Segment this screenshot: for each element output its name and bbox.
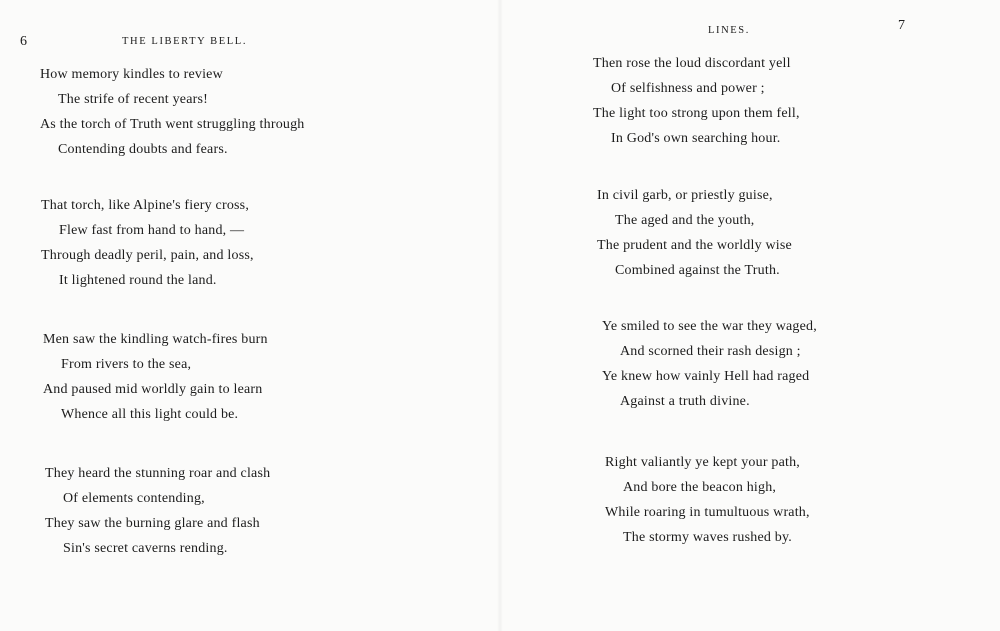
verse-line: Ye smiled to see the war they waged, [602, 319, 817, 334]
verse-line: And scorned their rash design ; [620, 344, 801, 359]
stanza [41, 193, 254, 293]
verse-line: Sin's secret caverns rending. [63, 541, 228, 556]
verse-line: In civil garb, or priestly guise, [597, 188, 773, 203]
verse-line: The light too strong upon them fell, [593, 106, 800, 121]
verse-line: Right valiantly ye kept your path, [605, 455, 800, 470]
stanza [45, 461, 270, 561]
verse-line: Contending doubts and fears. [58, 142, 228, 157]
verse-line: How memory kindles to review [40, 67, 223, 82]
verse-line: Combined against the Truth. [615, 263, 780, 278]
verse-line: And bore the beacon high, [623, 480, 777, 495]
verse-line: In God's own searching hour. [611, 131, 781, 146]
verse-line: They heard the stunning roar and clash [45, 466, 271, 481]
verse-line: Then rose the loud discordant yell [593, 56, 791, 71]
verse-line: While roaring in tumultuous wrath, [605, 505, 810, 520]
page-number: 7 [898, 18, 906, 33]
verse-line: Men saw the kindling watch-fires burn [43, 332, 268, 347]
running-head: LINES. [708, 25, 750, 36]
stanza [597, 183, 792, 283]
verse-line: Of elements contending, [63, 491, 205, 506]
verse-line: That torch, like Alpine's fiery cross, [41, 198, 250, 213]
stanza [605, 450, 810, 550]
verse-line: They saw the burning glare and flash [45, 516, 260, 531]
verse-line: Of selfishness and power ; [611, 81, 765, 96]
stanza [593, 51, 800, 151]
verse-line: From rivers to the sea, [61, 357, 192, 372]
verse-line: The stormy waves rushed by. [623, 530, 792, 545]
verse-line: As the torch of Truth went struggling through [40, 117, 305, 132]
running-head: THE LIBERTY BELL. [122, 36, 248, 47]
verse-line: Whence all this light could be. [61, 407, 239, 422]
stanza [602, 314, 817, 414]
verse-line: The aged and the youth, [615, 213, 755, 228]
verse-line: Flew fast from hand to hand, — [59, 223, 245, 238]
verse-line: The prudent and the worldly wise [597, 238, 792, 253]
verse-line: Against a truth divine. [620, 394, 750, 409]
verse-line: The strife of recent years! [58, 92, 208, 107]
verse-line: Ye knew how vainly Hell had raged [602, 369, 810, 384]
verse-line: It lightened round the land. [59, 273, 217, 288]
verse-line: And paused mid worldly gain to learn [43, 382, 263, 397]
stanza [43, 327, 268, 427]
page-number: 6 [20, 34, 28, 49]
verse-line: Through deadly peril, pain, and loss, [41, 248, 254, 263]
right-page [500, 0, 1000, 631]
stanza [40, 62, 305, 162]
